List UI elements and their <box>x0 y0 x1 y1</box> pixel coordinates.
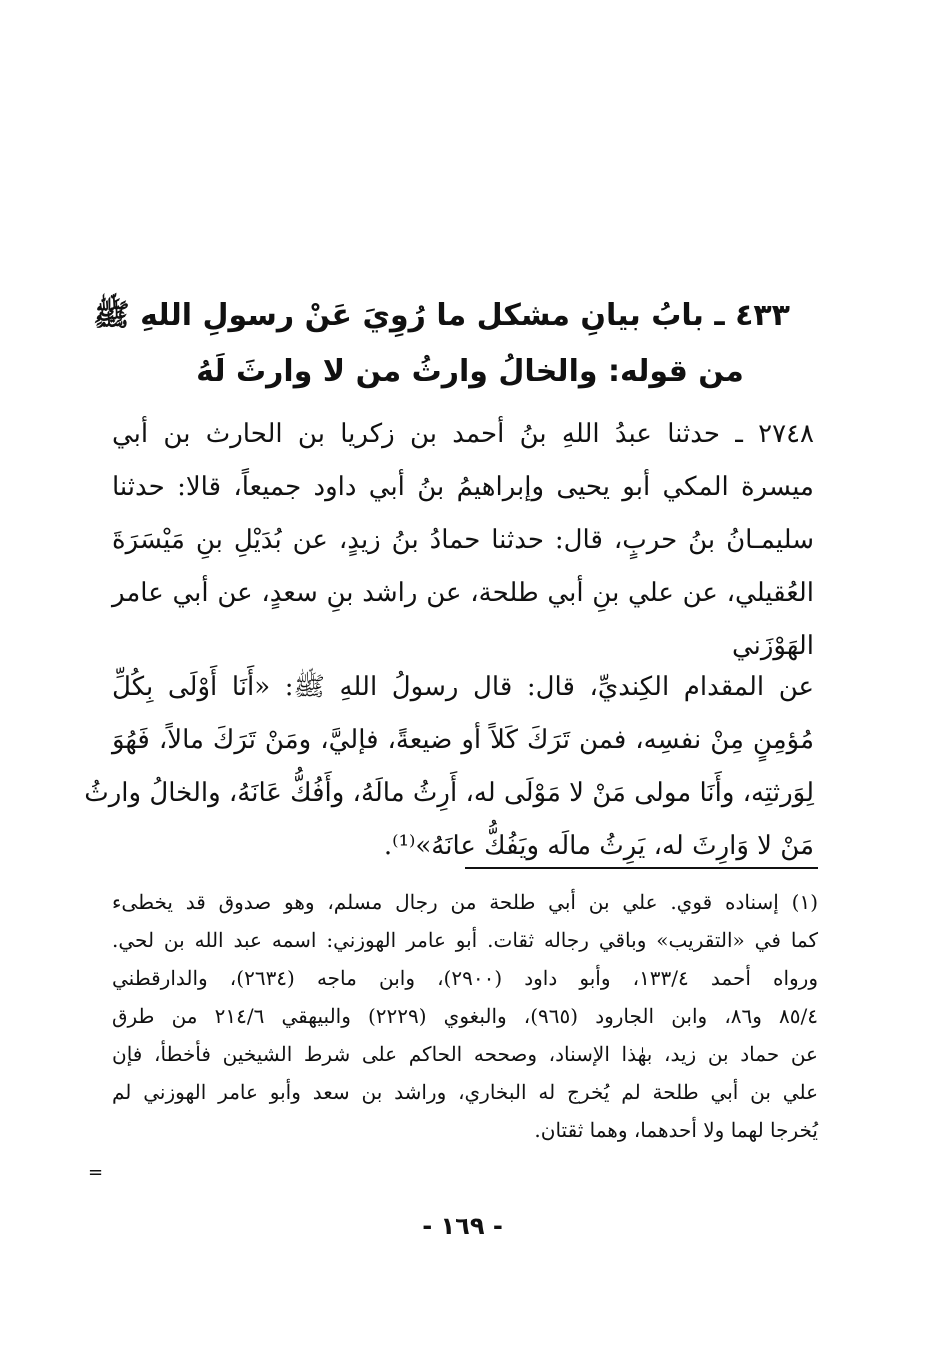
footnote-line: عن حماد بن زيد، بهٰذا الإسناد، وصححه الحاكم على شرط الشيخين فأخطأ، فإن <box>112 1042 818 1066</box>
matn-line: مُؤمِنٍ مِنْ نفسِه، فمن تَرَكَ كَلاً أو ضيعةً، فإليَّ، ومَنْ تَرَكَ مالاً، فَهُوَ <box>112 725 814 755</box>
footnote-line: ٨٥/٤ و٨٦، وابن الجارود (٩٦٥)، والبغوي (٢٢٢٩) والبيهقي ٢١٤/٦ من طرق <box>112 1004 819 1028</box>
continuation-mark: = <box>88 1162 104 1183</box>
hadith-matn <box>84 661 814 873</box>
isnad-line: سليمـانُ بنُ حربٍ، قال: حدثنا حمادُ بنُ زيدٍ، عن بُدَيْلِ بنِ مَيْسَرَةَ <box>112 525 814 555</box>
matn-line: مَنْ لا وَارِثَ له، يَرِثُ مالَه ويَفُكُّ عانَهُ»⁽¹⁾. <box>383 831 814 861</box>
isnad-line: ميسرة المكي أبو يحيى وإبراهيمُ بنُ أبي داود جميعاً، قالا: حدثنا <box>112 472 814 502</box>
chapter-heading <box>93 288 790 400</box>
page-number: - ١٦٩ - <box>422 1212 503 1240</box>
footnote-line: علي بن أبي طلحة لم يُخرج له البخاري، وراشد بن سعد وأبو عامر الهوزني لم <box>112 1080 818 1104</box>
isnad-line: ٢٧٤٨ ـ حدثنا عبدُ اللهِ بنُ أحمد بن زكريا بن الحارث بن أبي <box>112 419 814 449</box>
footnote-separator <box>465 867 818 869</box>
matn-line: لِوَرثتِه، وأَنَا مولى مَنْ لا مَوْلَى له، أَرِثُ مالَهُ، وأَفُكُّ عَانَهُ، والخالُ وارثُ <box>84 778 814 808</box>
hadith-isnad <box>112 408 814 673</box>
isnad-line: الهَوْزَني <box>731 631 814 661</box>
matn-line: عن المقدام الكِنديِّ، قال: قال رسولُ اللهِ ﷺ: «أَنَا أَوْلَى بِكُلِّ <box>112 672 814 702</box>
footnote-line: يُخرجا لهما ولا أحدهما، وهما ثقتان. <box>534 1118 818 1142</box>
chapter-title-line-1: ٤٣٣ ـ بابُ بيانِ مشكل ما رُوِيَ عَنْ رسولِ اللهِ ﷺ <box>93 298 790 333</box>
footnote-block <box>112 883 818 1149</box>
footnote-line: ورواه أحمد ١٣٣/٤، وأبو داود (٢٩٠٠)، وابن ماجه (٢٦٣٤)، والدارقطني <box>112 966 818 990</box>
isnad-line: العُقيلي، عن علي بنِ أبي طلحة، عن راشد بنِ سعدٍ، عن أبي عامر <box>112 578 814 608</box>
footnote-line: (١) إسناده قوي. علي بن أبي طلحة من رجال مسلم، وهو صدوق قد يخطىء <box>112 890 818 914</box>
chapter-title-line-2: من قوله: والخالُ وارثُ من لا وارثَ لَهُ <box>196 354 744 389</box>
footnote-line: كما في «التقريب» وباقي رجاله ثقات. أبو عامر الهوزني: اسمه عبد الله بن لحي. <box>112 928 818 952</box>
